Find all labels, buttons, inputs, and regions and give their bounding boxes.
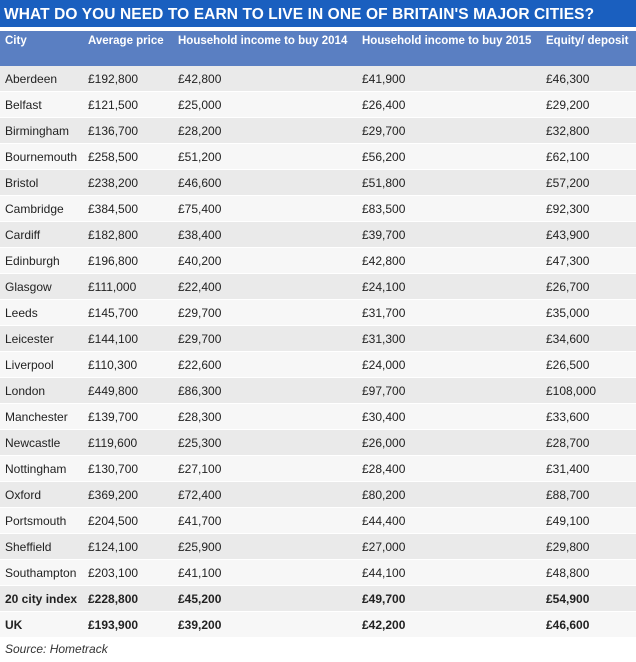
table-row [0, 144, 636, 170]
cell-city: Manchester [0, 404, 88, 430]
source-note: Source: Hometrack [5, 642, 108, 656]
cell-average-price: £203,100 [88, 560, 178, 586]
header-household-income-2014: Household income to buy 2014 [178, 35, 348, 47]
cell-city: Southampton [0, 560, 88, 586]
cell-equity-deposit: £57,200 [546, 170, 636, 196]
cell-household-income-2015: £28,400 [362, 456, 546, 482]
cell-city: Birmingham [0, 118, 88, 144]
cell-city: Aberdeen [0, 66, 88, 92]
cell-city: Oxford [0, 482, 88, 508]
cell-average-price: £204,500 [88, 508, 178, 534]
cell-city: Bournemouth [0, 144, 88, 170]
table-row [0, 456, 636, 482]
cell-average-price: £144,100 [88, 326, 178, 352]
cell-household-income-2015: £29,700 [362, 118, 546, 144]
header-average-price: Average price [88, 35, 164, 47]
cell-average-price: £130,700 [88, 456, 178, 482]
cell-household-income-2015: £24,000 [362, 352, 546, 378]
table-row [0, 482, 636, 508]
cell-average-price: £369,200 [88, 482, 178, 508]
cell-city: Sheffield [0, 534, 88, 560]
cell-equity-deposit: £29,800 [546, 534, 636, 560]
cell-household-income-2015: £30,400 [362, 404, 546, 430]
table-row [0, 508, 636, 534]
cell-household-income-2014: £40,200 [178, 248, 362, 274]
table-row [0, 92, 636, 118]
cell-household-income-2014: £86,300 [178, 378, 362, 404]
cell-average-price: £238,200 [88, 170, 178, 196]
cell-equity-deposit: £88,700 [546, 482, 636, 508]
cell-household-income-2014: £25,000 [178, 92, 362, 118]
cell-household-income-2014: £41,100 [178, 560, 362, 586]
cell-average-price: £192,800 [88, 66, 178, 92]
cell-city: Belfast [0, 92, 88, 118]
cell-household-income-2015: £51,800 [362, 170, 546, 196]
cell-household-income-2015: £44,100 [362, 560, 546, 586]
table-row [0, 118, 636, 144]
cell-average-price: £193,900 [88, 612, 178, 638]
cell-equity-deposit: £48,800 [546, 560, 636, 586]
cell-household-income-2015: £39,700 [362, 222, 546, 248]
cell-household-income-2014: £27,100 [178, 456, 362, 482]
cell-equity-deposit: £108,000 [546, 378, 636, 404]
header-city: City [5, 35, 27, 47]
cell-household-income-2014: £45,200 [178, 586, 362, 612]
cell-household-income-2015: £97,700 [362, 378, 546, 404]
table-row [0, 430, 636, 456]
cell-average-price: £110,300 [88, 352, 178, 378]
cell-household-income-2015: £44,400 [362, 508, 546, 534]
cell-city: Cambridge [0, 196, 88, 222]
cell-equity-deposit: £31,400 [546, 456, 636, 482]
cell-household-income-2014: £46,600 [178, 170, 362, 196]
cell-average-price: £145,700 [88, 300, 178, 326]
table-row [0, 170, 636, 196]
cell-equity-deposit: £49,100 [546, 508, 636, 534]
cell-average-price: £111,000 [88, 274, 178, 300]
cell-average-price: £139,700 [88, 404, 178, 430]
cell-household-income-2015: £27,000 [362, 534, 546, 560]
cell-city: Glasgow [0, 274, 88, 300]
cell-equity-deposit: £92,300 [546, 196, 636, 222]
cell-household-income-2015: £31,700 [362, 300, 546, 326]
cell-city: Bristol [0, 170, 88, 196]
cell-average-price: £258,500 [88, 144, 178, 170]
cell-equity-deposit: £32,800 [546, 118, 636, 144]
cell-household-income-2015: £31,300 [362, 326, 546, 352]
cell-household-income-2015: £42,800 [362, 248, 546, 274]
cell-city: Leeds [0, 300, 88, 326]
table-row [0, 196, 636, 222]
cell-equity-deposit: £35,000 [546, 300, 636, 326]
table-row-total [0, 586, 636, 612]
cell-average-price: £136,700 [88, 118, 178, 144]
cell-household-income-2014: £29,700 [178, 326, 362, 352]
cell-household-income-2015: £24,100 [362, 274, 546, 300]
cell-city: Leicester [0, 326, 88, 352]
cell-city: London [0, 378, 88, 404]
cell-average-price: £182,800 [88, 222, 178, 248]
table-row [0, 534, 636, 560]
cell-household-income-2015: £80,200 [362, 482, 546, 508]
header-household-income-2015: Household income to buy 2015 [362, 35, 532, 47]
cell-average-price: £384,500 [88, 196, 178, 222]
cell-household-income-2015: £83,500 [362, 196, 546, 222]
cell-equity-deposit: £46,600 [546, 612, 636, 638]
cell-city: 20 city index [0, 586, 88, 612]
cell-household-income-2015: £41,900 [362, 66, 546, 92]
cell-household-income-2014: £51,200 [178, 144, 362, 170]
table-row [0, 560, 636, 586]
cell-average-price: £124,100 [88, 534, 178, 560]
cell-household-income-2014: £25,900 [178, 534, 362, 560]
cell-household-income-2014: £38,400 [178, 222, 362, 248]
cell-average-price: £449,800 [88, 378, 178, 404]
table-row [0, 66, 636, 92]
cell-household-income-2015: £42,200 [362, 612, 546, 638]
cell-household-income-2014: £72,400 [178, 482, 362, 508]
table-row-total [0, 612, 636, 638]
cell-household-income-2014: £28,300 [178, 404, 362, 430]
cell-equity-deposit: £47,300 [546, 248, 636, 274]
table-row [0, 404, 636, 430]
table-row [0, 352, 636, 378]
cell-equity-deposit: £26,700 [546, 274, 636, 300]
cell-equity-deposit: £43,900 [546, 222, 636, 248]
table-row [0, 274, 636, 300]
cell-equity-deposit: £46,300 [546, 66, 636, 92]
cell-household-income-2014: £22,400 [178, 274, 362, 300]
table-row [0, 222, 636, 248]
cell-city: Edinburgh [0, 248, 88, 274]
cell-city: UK [0, 612, 88, 638]
cell-city: Portsmouth [0, 508, 88, 534]
cell-household-income-2014: £28,200 [178, 118, 362, 144]
cell-equity-deposit: £26,500 [546, 352, 636, 378]
cell-average-price: £228,800 [88, 586, 178, 612]
table-row [0, 248, 636, 274]
cell-household-income-2014: £22,600 [178, 352, 362, 378]
cell-average-price: £121,500 [88, 92, 178, 118]
cell-household-income-2014: £29,700 [178, 300, 362, 326]
cell-household-income-2015: £26,400 [362, 92, 546, 118]
cell-household-income-2015: £49,700 [362, 586, 546, 612]
header-equity-deposit: Equity/ deposit [546, 35, 629, 47]
cell-household-income-2014: £42,800 [178, 66, 362, 92]
cell-equity-deposit: £34,600 [546, 326, 636, 352]
cell-average-price: £196,800 [88, 248, 178, 274]
table-header [0, 31, 636, 67]
cell-equity-deposit: £54,900 [546, 586, 636, 612]
cell-city: Liverpool [0, 352, 88, 378]
table-row [0, 300, 636, 326]
table-row [0, 378, 636, 404]
city-income-table [0, 66, 636, 638]
cell-household-income-2015: £56,200 [362, 144, 546, 170]
cell-household-income-2014: £75,400 [178, 196, 362, 222]
cell-household-income-2014: £25,300 [178, 430, 362, 456]
cell-equity-deposit: £33,600 [546, 404, 636, 430]
cell-city: Cardiff [0, 222, 88, 248]
cell-city: Newcastle [0, 430, 88, 456]
cell-household-income-2014: £39,200 [178, 612, 362, 638]
cell-average-price: £119,600 [88, 430, 178, 456]
cell-city: Nottingham [0, 456, 88, 482]
cell-equity-deposit: £28,700 [546, 430, 636, 456]
cell-equity-deposit: £62,100 [546, 144, 636, 170]
cell-household-income-2015: £26,000 [362, 430, 546, 456]
cell-household-income-2014: £41,700 [178, 508, 362, 534]
table-title: WHAT DO YOU NEED TO EARN TO LIVE IN ONE OF BRITAIN'S MAJOR CITIES? [0, 0, 636, 29]
table-row [0, 326, 636, 352]
cell-equity-deposit: £29,200 [546, 92, 636, 118]
